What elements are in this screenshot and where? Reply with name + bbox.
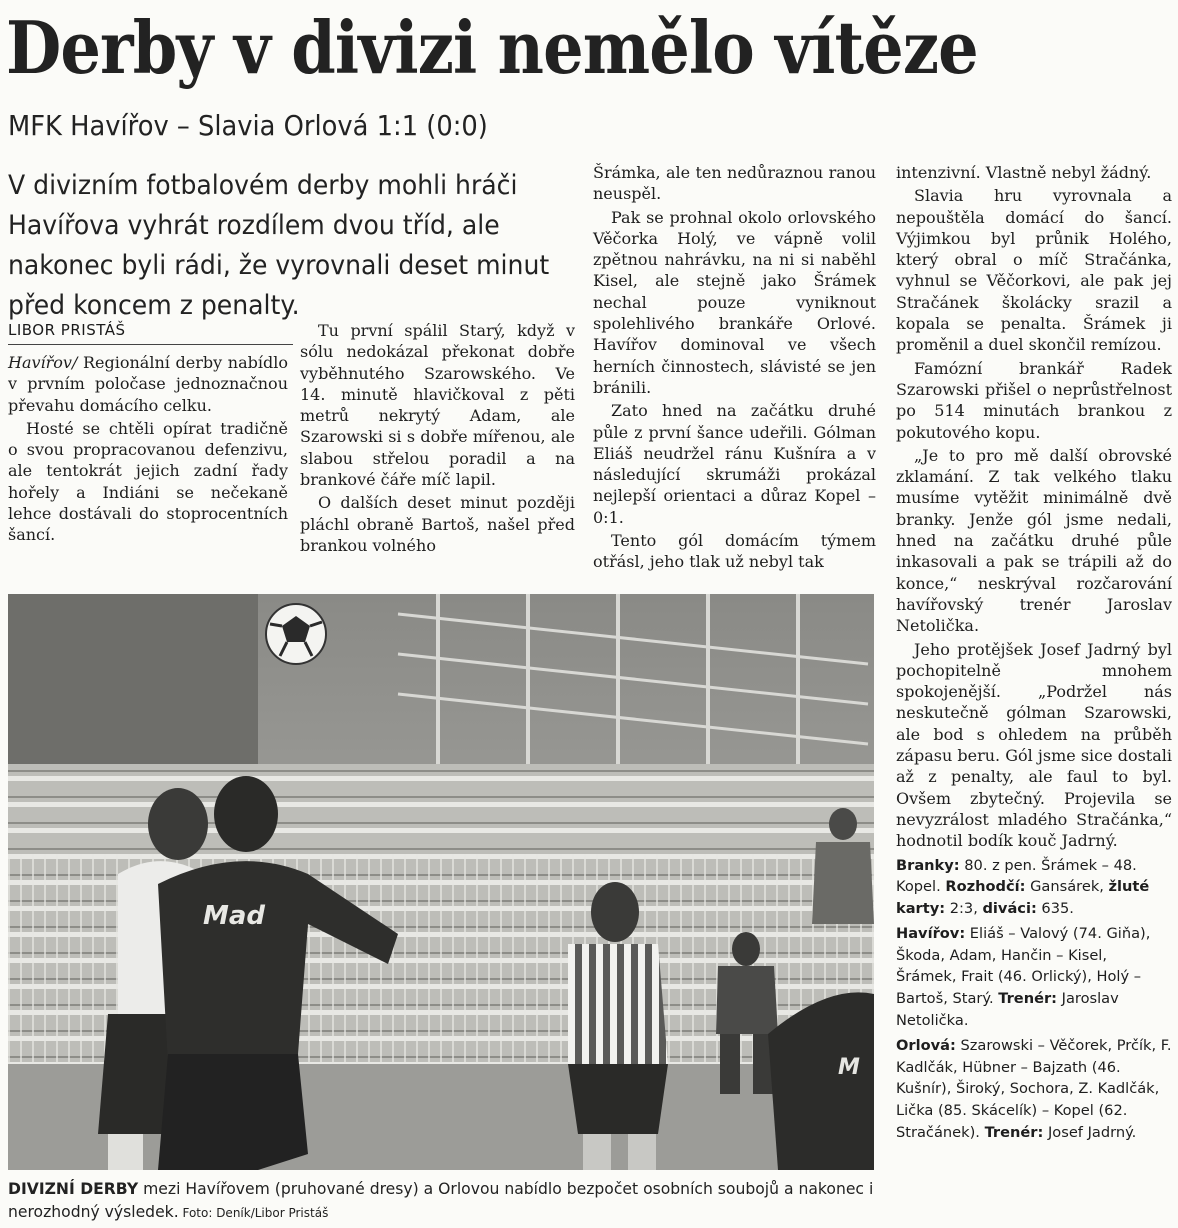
- article-column-1: [8, 352, 288, 546]
- facts-label: Rozhodčí:: [945, 878, 1026, 896]
- match-photo-illustration: [8, 594, 874, 1170]
- paragraph: Tu první spálil Starý, když v sólu nedokázal překonat dobře vyběhnutého Szarowského. Ve 14. minutě hlavičkoval z pěti metrů nekrytý Adam, ale Szarowski si s dobře mířenou, ale slabou střelou poradil a na brankové čáře míč lapil.: [300, 321, 575, 490]
- facts-orlova-lineup: [896, 1035, 1172, 1144]
- article-column-4: [896, 162, 1172, 1144]
- facts-value: Josef Jadrný.: [1043, 1124, 1137, 1142]
- facts-havirov-lineup: [896, 923, 1172, 1032]
- lead-line: V divizním fotbalovém derby mohli hráči: [8, 170, 518, 201]
- facts-value: Gansárek,: [1025, 878, 1104, 896]
- paragraph: Zato hned na začátku druhé půle z první šance udeřili. Gólman Eliáš neudržel ránu Kušníra a v následující skrumáži prokázal nejlepší orientaci a důraz Kopel – 0:1.: [593, 401, 876, 527]
- paragraph: Jeho protějšek Josef Jadrný byl pochopitelně mnohem spokojenější. „Podržel nás neskutečně gólman Szarowski, ale bod s ohledem na průběh zápasu beru. Gól jsme sice dostali až z penalty, ale faul to byl. Ovšem zbytečný. Projevila se nevyzrálost mladého Stračánka,“ hodnotil bodík kouč Jadrný.: [896, 639, 1172, 851]
- headline: Derby v divizi nemělo vítěze: [6, 5, 978, 90]
- ball-icon: [266, 604, 326, 664]
- paragraph: Hosté se chtěli opírat tradičně o svou propracovanou defenzivu, ale tentokrát jejich zadní řady hořely a Indiáni se nečekaně lehce dostávali do stoprocentních šancí.: [8, 418, 288, 545]
- match-facts: [896, 855, 1172, 1144]
- paragraph: O dalších deset minut později pláchl obraně Bartoš, našel před brankou volného: [300, 493, 575, 555]
- paragraph-text: Regionální derby nabídlo v prvním poločase jednoznačnou převahu domácího celku.: [8, 353, 288, 415]
- paragraph: Pak se prohnal okolo orlovského Věčorka Holý, ve vápně volil zpětnou nahrávku, na ni si naběhl Kisel, ale stejně jako Šrámek nechal pouze vyniknout spolehlivého brankáře Orlové. Havířov dominoval ve všech herních činnostech, slávisté se jen bránili.: [593, 207, 876, 397]
- paragraph: [8, 352, 288, 416]
- byline: LIBOR PRISTÁŠ: [8, 318, 293, 345]
- facts-label: Trenér:: [984, 1124, 1044, 1142]
- facts-label: Trenér:: [998, 990, 1058, 1008]
- paragraph: Famózní brankář Radek Szarowski přišel o neprůstřelnost po 514 minutách brankou z pokutového kopu.: [896, 358, 1172, 442]
- jersey-sponsor-text: Mad: [203, 901, 266, 931]
- paragraph: „Je to pro mě další obrovské zklamání. Z tak velkého tlaku musíme vytěžit minimálně dvě branky. Jenže gól jsme nedali, hned na začátku druhé půle inkasovali a pak se trápili až do konce,“ neskrýval rozčarování havířovský trenér Jaroslav Netolička.: [896, 445, 1172, 636]
- lead-line: nakonec byli rádi, že vyrovnali deset minut: [8, 250, 550, 281]
- paragraph: intenzivní. Vlastně nebyl žádný.: [896, 163, 1152, 182]
- paragraph: Šrámka, ale ten nedůraznou ranou neuspěl.: [593, 163, 876, 204]
- caption-head: DIVIZNÍ DERBY: [8, 1180, 139, 1198]
- photo-credit: Foto: Deník/Libor Pristáš: [178, 1206, 329, 1220]
- lead-line: před koncem z penalty.: [8, 290, 300, 321]
- facts-value: 635.: [1036, 900, 1074, 918]
- lead-line: Havířova vyhrát rozdílem dvou tříd, ale: [8, 210, 500, 241]
- facts-value: 2:3,: [945, 900, 978, 918]
- facts-label: Orlová:: [896, 1036, 956, 1054]
- facts-label: Havířov:: [896, 924, 966, 942]
- photo-caption: [8, 1178, 878, 1225]
- facts-label: Branky:: [896, 856, 960, 874]
- facts-goals: [896, 855, 1172, 920]
- facts-label: žluté karty:: [896, 878, 1150, 918]
- paragraph: Slavia hru vyrovnala a nepouštěla domácí do šancí. Výjimkou byl průnik Holého, který obral o míč Stračánka, vyhnul se Věčorkovi, ale pak jej Stračánek školácky srazil a kopala se penalta. Šrámek ji proměnil a duel skončil remízou.: [896, 186, 1172, 355]
- facts-value: Eliáš – Valový (74. Giňa), Škoda, Adam, Hančin – Kisel, Šrámek, Frait (46. Orlický), Holý – Bartoš, Starý.: [896, 924, 1151, 1008]
- lead-paragraph: [8, 166, 583, 326]
- article-column-3: [593, 162, 876, 573]
- subhead: MFK Havířov – Slavia Orlová 1:1 (0:0): [8, 109, 488, 142]
- facts-value: Jaroslav Netolička.: [896, 990, 1119, 1030]
- caption-text: mezi Havířovem (pruhované dresy) a Orlovou nabídlo bezpočet osobních soubojů a nakonec i nerozhodný výsledek.: [8, 1180, 874, 1221]
- facts-value: 80. z pen. Šrámek – 48. Kopel.: [896, 856, 1137, 896]
- dateline: Havířov/: [8, 353, 78, 372]
- facts-label: diváci:: [982, 900, 1037, 918]
- paragraph: Tento gól domácím týmem otřásl, jeho tlak už nebyl tak: [593, 531, 876, 572]
- svg-text:M: M: [838, 1055, 860, 1080]
- article-column-2: [300, 320, 575, 556]
- match-photo: [8, 594, 874, 1170]
- facts-value: Szarowski – Věčorek, Prčík, F. Kadlčák, Hübner – Bajzath (46. Kušnír), Široký, Sochora, Z. Kadlčák, Lička (85. Skácelík) – Kopel (62. Stračánek).: [896, 1036, 1172, 1142]
